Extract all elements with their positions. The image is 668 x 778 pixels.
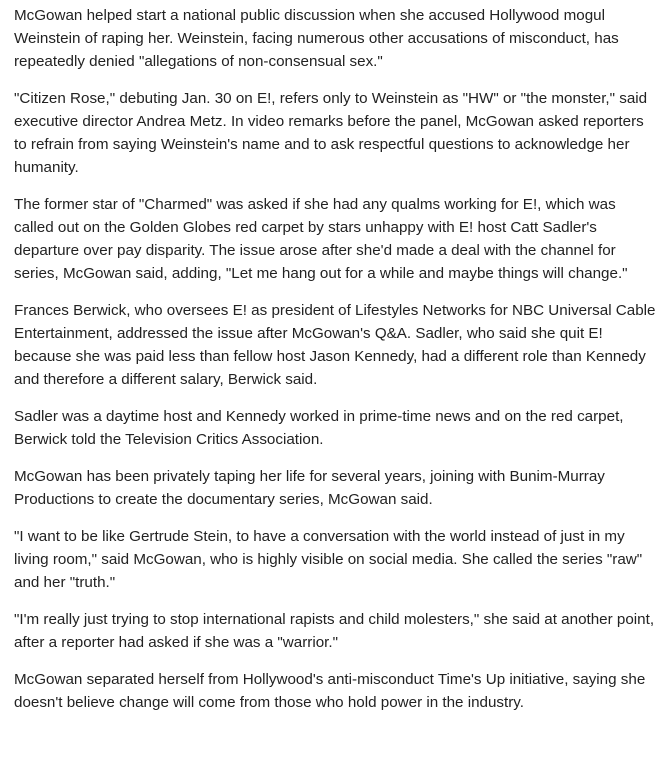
article-paragraph-7: "I want to be like Gertrude Stein, to have a conversation with the world instead of just in my living room," said McGowan, who is highly visible on social media. She called the series "raw" and her "truth."	[14, 528, 643, 591]
article-paragraph-3: The former star of "Charmed" was asked if she had any qualms working for E!, which was called out on the Golden Globes red carpet by stars unhappy with E! host Catt Sadler's departure over pay disparity. The issue arose after she'd made a deal with the channel for series, McGowan said, adding, "Let me hang out for a while and maybe things will change."	[14, 196, 628, 282]
article-paragraph-2: "Citizen Rose," debuting Jan. 30 on E!, refers only to Weinstein as "HW" or "the monster," said executive director Andrea Metz. In video remarks before the panel, McGowan asked reporters to refrain from saying Weinstein's name and to ask respectful questions to acknowledge her humanity.	[14, 90, 648, 176]
article-paragraph-4: Frances Berwick, who oversees E! as president of Lifestyles Networks for NBC Universal Cable Entertainment, addressed the issue after McGowan's Q&A. Sadler, who said she quit E! because she was paid less than fellow host Jason Kennedy, had a different role than Kennedy and therefore a different salary, Berwick said.	[14, 302, 656, 388]
article-paragraph-9: McGowan separated herself from Hollywood's anti-misconduct Time's Up initiative, saying she doesn't believe change will come from those who hold power in the industry.	[14, 671, 646, 711]
article-paragraph-8: "I'm really just trying to stop international rapists and child molesters," she said at another point, after a reporter had asked if she was a "warrior."	[14, 611, 655, 651]
article-body	[14, 4, 658, 714]
article-paragraph-5: Sadler was a daytime host and Kennedy worked in prime-time news and on the red carpet, Berwick told the Television Critics Association.	[14, 408, 624, 448]
article-paragraph-1: McGowan helped start a national public discussion when she accused Hollywood mogul Weinstein of raping her. Weinstein, facing numerous other accusations of misconduct, has repeatedly denied "allegations of non-consensual sex."	[14, 7, 619, 70]
article-paragraph-6: McGowan has been privately taping her life for several years, joining with Bunim-Murray Productions to create the documentary series, McGowan said.	[14, 468, 605, 508]
